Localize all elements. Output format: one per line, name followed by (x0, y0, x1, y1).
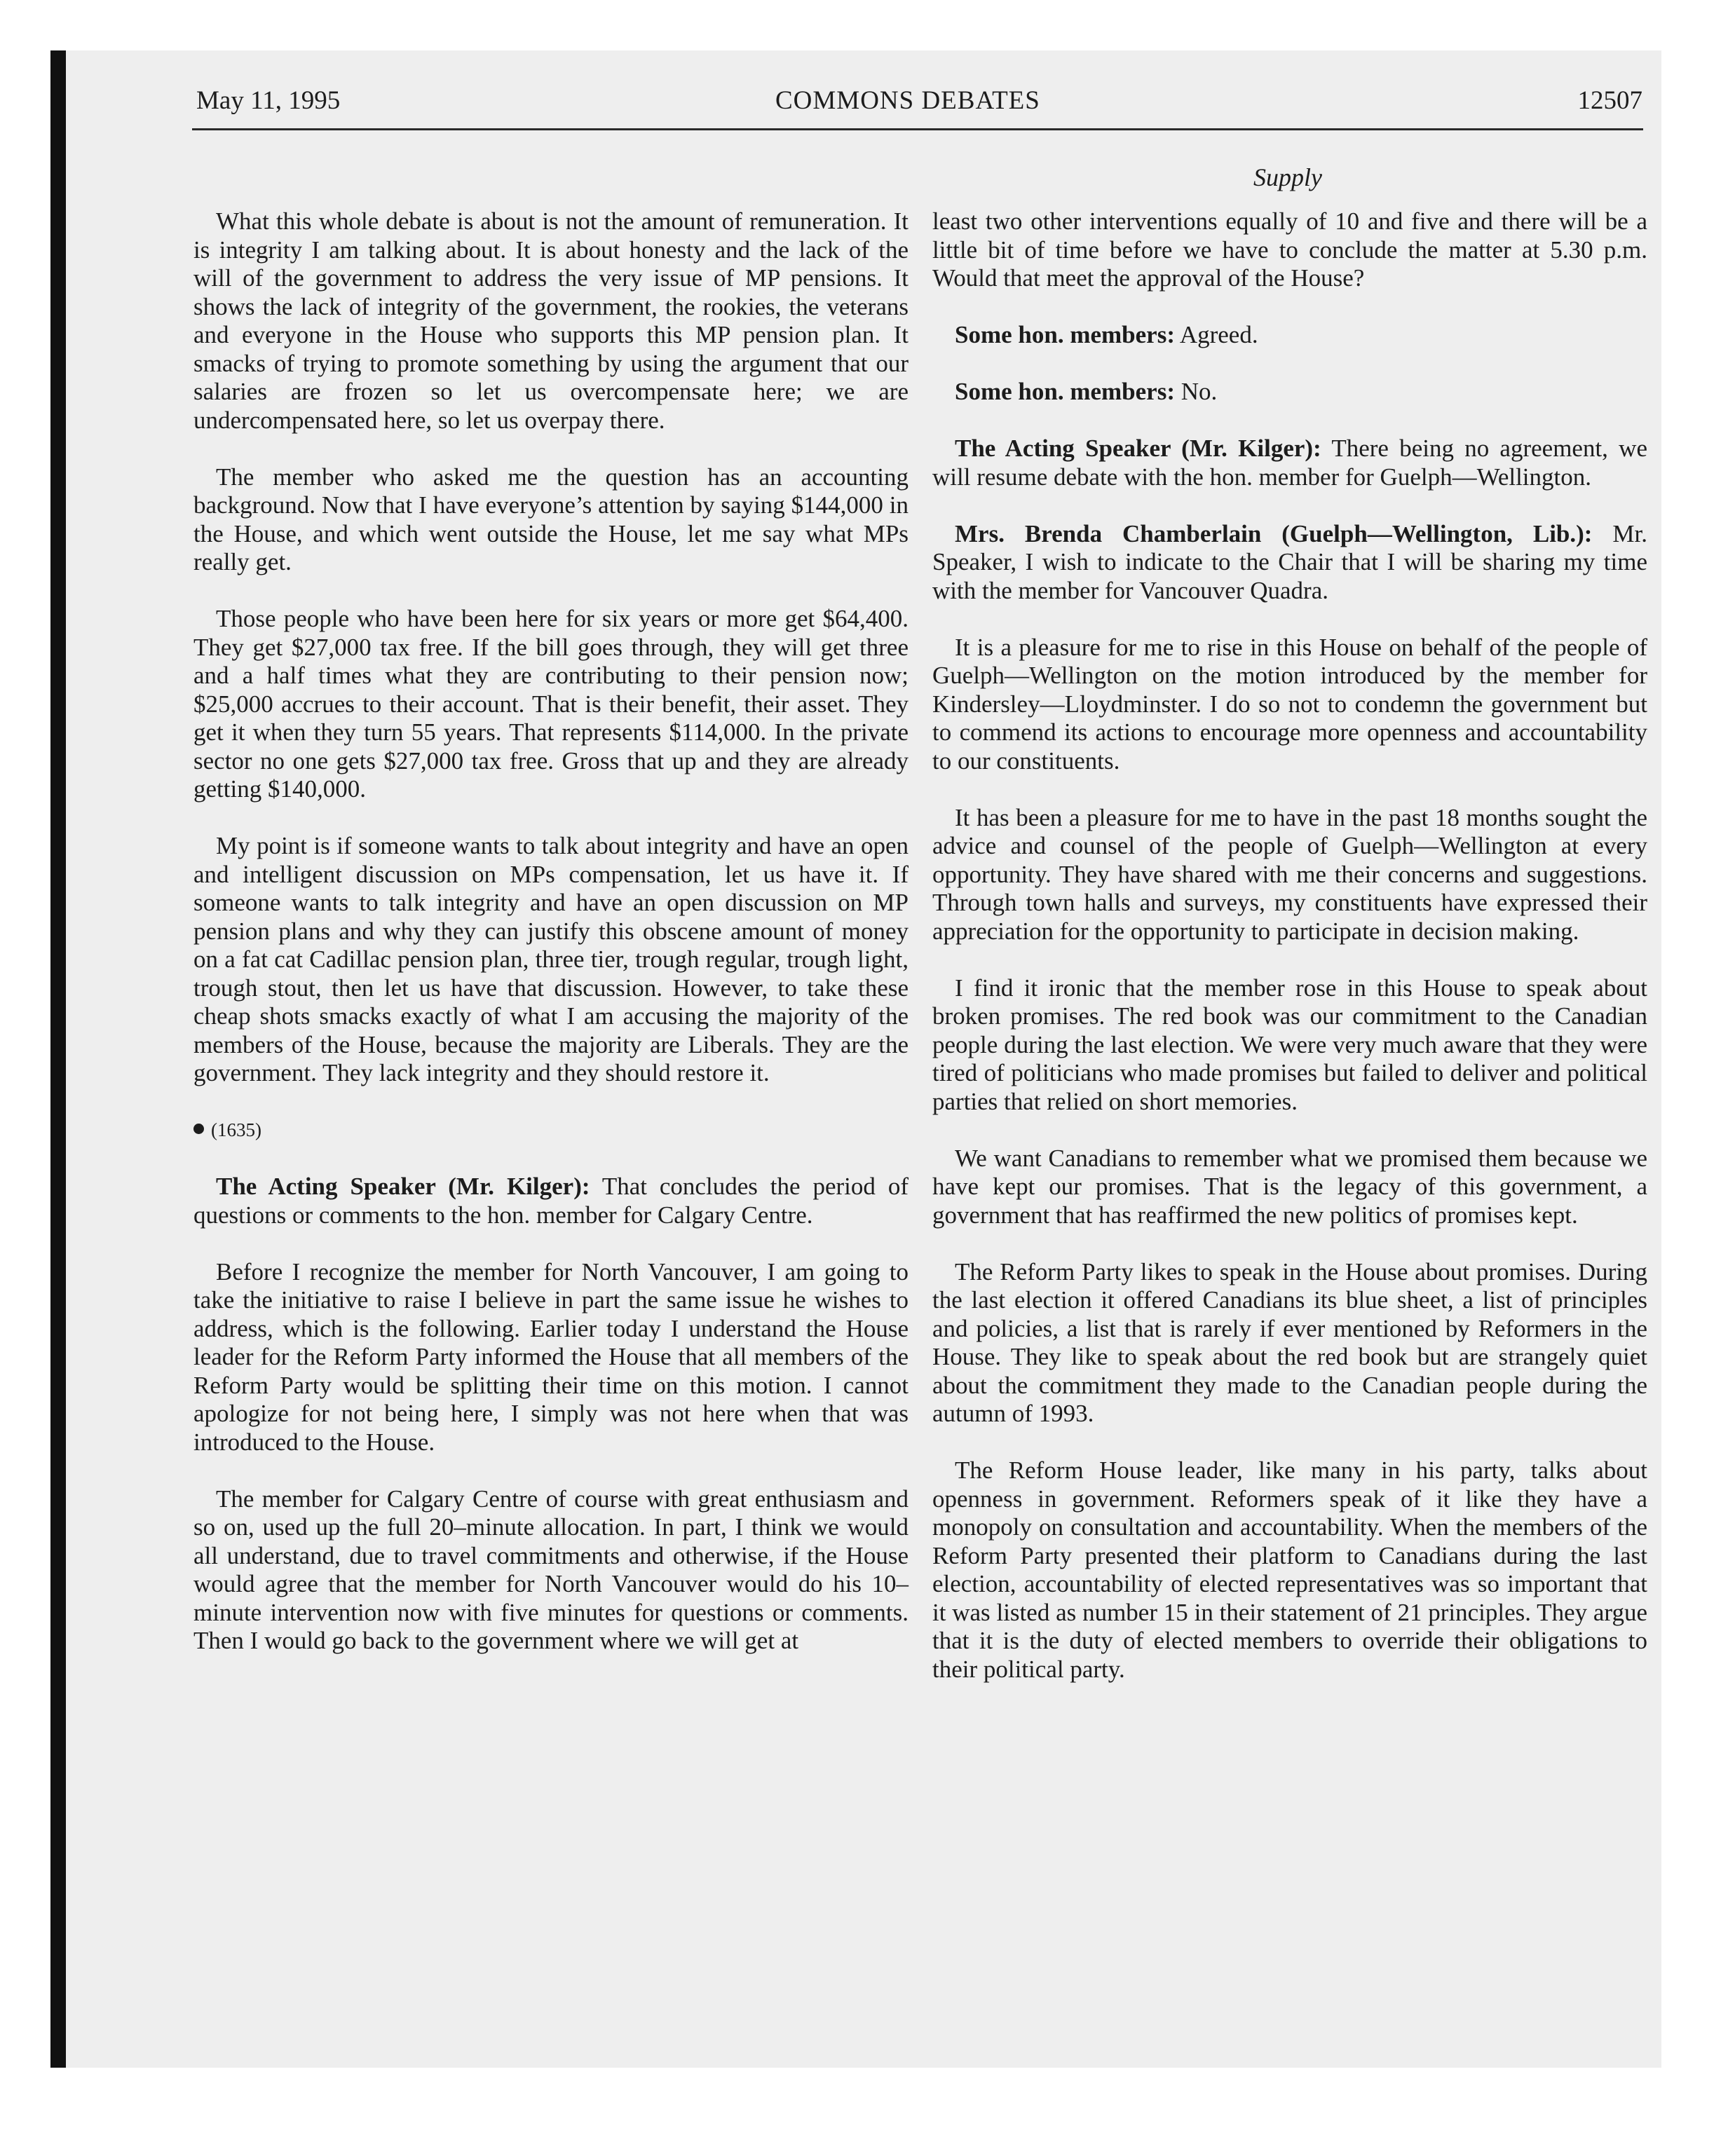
speech-text: Agreed. (1175, 321, 1258, 348)
bullet-icon (193, 1124, 204, 1134)
scan-edge-bar (50, 50, 66, 2068)
speech-text: That concludes the period of questions or comments to the hon. member for Calgary Centre. (193, 1173, 909, 1229)
paragraph: The Reform House leader, like many in his party, talks about openness in government. Reformers speak of it like they have a monopoly on consultation and accountability. When the members of the Reform Party presented their platform to Canadians during the last election, accountability of elected representatives was so important that it was listed as number 15 in their statement of 21 principles. They argue that it is the duty of elected members to override their obligations to their political party. (932, 1456, 1647, 1683)
paragraph: The member who asked me the question has an accounting background. Now that I have everyone’s attention by saying $144,000 in the House, and which went outside the House, let me say what MPs really get. (193, 463, 909, 575)
paragraph: The member for Calgary Centre of course with great enthusiasm and so on, used up the full 20–minute allocation. In part, I think we would all understand, due to travel commitments and otherwise, if the House would agree that the member for North Vancouver would do his 10–minute intervention now with five minutes for questions or comments. Then I would go back to the government where we will get at (193, 1485, 909, 1654)
speaker-name: The Acting Speaker (Mr. Kilger): (955, 435, 1321, 462)
header-date: May 11, 1995 (196, 86, 341, 115)
speaker-paragraph (932, 321, 1647, 350)
speech-text: Mr. Speaker, I wish to indicate to the Chair that I will be sharing my time with the member for Vancouver Quadra. (932, 519, 1647, 604)
time-marker (193, 1116, 909, 1145)
speaker-name: The Acting Speaker (Mr. Kilger): (216, 1173, 590, 1200)
header-title: COMMONS DEBATES (775, 86, 1040, 115)
paragraph: least two other interventions equally of 10 and five and there will be a little bit of time before we have to conclude the matter at 5.30 p.m. Would that meet the approval of the House? (932, 207, 1647, 292)
speaker-paragraph (193, 1173, 909, 1229)
paragraph: Those people who have been here for six years or more get $64,400. They get $27,000 tax free. If the bill goes through, they will get three and a half times what they are contributing to their pension now; $25,000 accrues to their account. That is their benefit, their asset. They get it when they turn 55 years. That represents $114,000. In the private sector no one gets $27,000 tax free. Gross that up and they are already getting $140,000. (193, 605, 909, 803)
speaker-paragraph (932, 520, 1647, 606)
speaker-name: Some hon. members: (955, 378, 1175, 405)
paragraph: We want Canadians to remember what we promised them because we have kept our promises. That is the legacy of this government, a government that has reaffirmed the new politics of promises kept. (932, 1144, 1647, 1229)
right-column (932, 207, 1647, 1684)
paragraph: My point is if someone wants to talk about integrity and have an open and intelligent discussion on MPs compensation, let us have it. If someone wants to talk integrity and have an open discussion on MP pension plans and why they can justify this obscene amount of money on a fat cat Cadillac pension plan, three tier, trough regular, trough light, trough stout, then let us have that discussion. However, to take these cheap shots smacks exactly of what I am accusing the majority of the members of the House, because the majority are Liberals. They are the government. They lack integrity and they should restore it. (193, 832, 909, 1086)
paragraph: It is a pleasure for me to rise in this House on behalf of the people of Guelph—Wellington on the motion introduced by the member for Kindersley—Lloydminster. I do so not to condemn the government but to commend its actions to encourage more openness and accountability to our constituents. (932, 633, 1647, 775)
speaker-name: Mrs. Brenda Chamberlain (Guelph—Wellington, Lib.): (955, 519, 1593, 547)
speech-text: No. (1175, 378, 1218, 405)
speech-text: There being no agreement, we will resume debate with the hon. member for Guelph—Wellington. (932, 435, 1647, 491)
paragraph: What this whole debate is about is not the amount of remuneration. It is integrity I am talking about. It is about honesty and the lack of the will of the government to address the very issue of MP pensions. It shows the lack of integrity of the government, the rookies, the veterans and everyone in the House who supports this MP pension plan. It smacks of trying to promote something by using the argument that our salaries are frozen so let us overcompensate here; we are undercompensated here, so let us overpay there. (193, 207, 909, 434)
section-title: Supply (1253, 163, 1322, 191)
speaker-name: Some hon. members: (955, 321, 1175, 348)
header-page-number: 12507 (1577, 86, 1642, 115)
speaker-paragraph (932, 435, 1647, 491)
paragraph: I find it ironic that the member rose in this House to speak about broken promises. The red book was our commitment to the Canadian people during the last election. We were very much aware that they were tired of politicians who made promises but failed to deliver and political parties that relied on short memories. (932, 974, 1647, 1115)
speaker-paragraph (932, 378, 1647, 407)
paragraph: The Reform Party likes to speak in the House about promises. During the last election it offered Canadians its blue sheet, a list of principles and policies, a list that is rarely if ever mentioned by Reformers in the House. They like to speak about the red book but are strangely quiet about the commitment they made to the Canadian people during the autumn of 1993. (932, 1257, 1647, 1427)
time-marker-text: (1635) (211, 1119, 261, 1140)
header-rule (192, 128, 1643, 130)
paragraph: It has been a pleasure for me to have in the past 18 months sought the advice and counsel of the people of Guelph—Wellington at every opportunity. They have shared with me their concerns and suggestions. Through town halls and surveys, my constituents have expressed their appreciation for the opportunity to participate in decision making. (932, 803, 1647, 945)
left-column (193, 207, 909, 1656)
paragraph: Before I recognize the member for North Vancouver, I am going to take the initiative to raise I believe in part the same issue he wishes to address, which is the following. Earlier today I understand the House leader for the Reform Party informed the House that all members of the Reform Party would be splitting their time on this motion. I cannot apologize for not being here, I simply was not here when that was introduced to the House. (193, 1257, 909, 1456)
